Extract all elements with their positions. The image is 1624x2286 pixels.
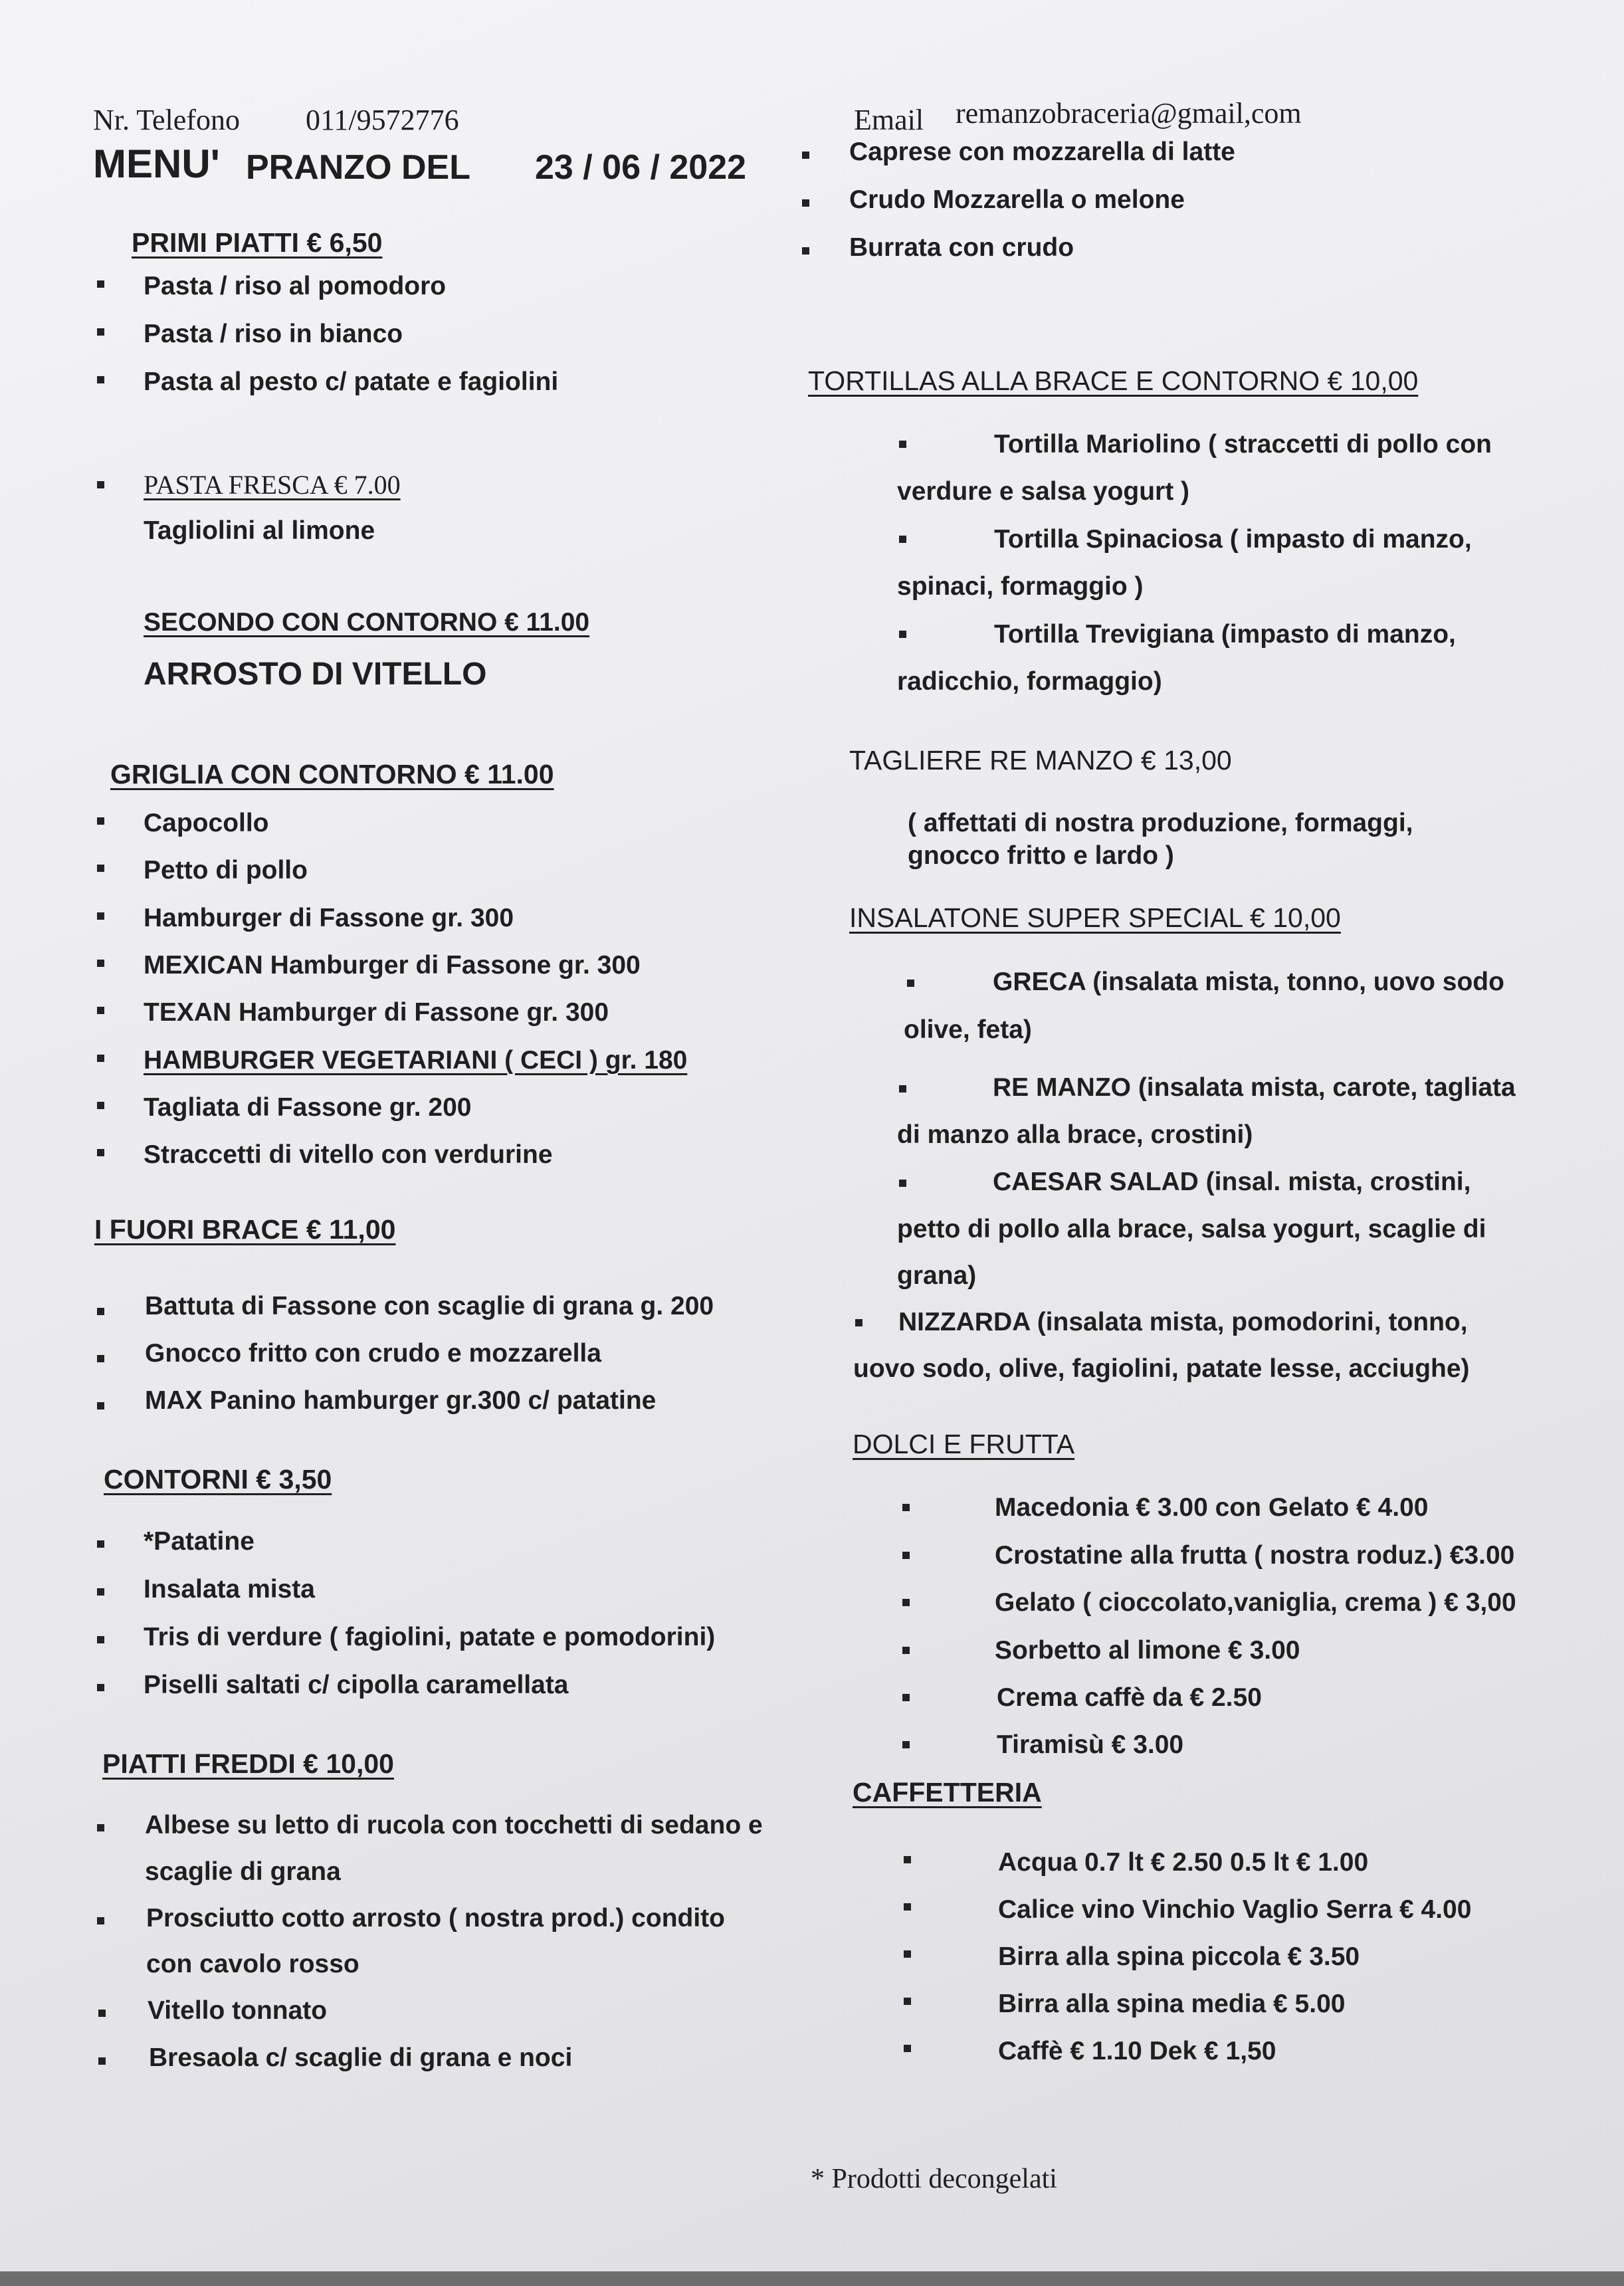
menu-item: MAX Panino hamburger gr.300 c/ patatine	[145, 1386, 657, 1415]
menu-item-cont: radicchio, formaggio)	[897, 667, 1162, 696]
bullet	[904, 1903, 911, 1911]
bullet	[907, 980, 914, 987]
menu-item: Tagliolini al limone	[144, 516, 375, 545]
bullet	[97, 1007, 104, 1014]
menu-item: Crudo Mozzarella o melone	[849, 185, 1185, 214]
bullet	[899, 536, 906, 543]
bullet	[902, 1647, 910, 1654]
bullet	[97, 280, 104, 288]
menu-item: Piselli saltati c/ cipolla caramellata	[144, 1671, 569, 1699]
bullet	[98, 2010, 106, 2017]
bullet	[97, 1402, 104, 1409]
menu-item: TEXAN Hamburger di Fassone gr. 300	[144, 998, 609, 1027]
menu-item-cont: olive, feta)	[904, 1015, 1032, 1044]
secondo-item: ARROSTO DI VITELLO	[144, 657, 487, 692]
bullet	[899, 1085, 906, 1092]
menu-item: NIZZARDA (insalata mista, pomodorini, tonno,	[898, 1308, 1468, 1336]
menu-item-cont: con cavolo rosso	[146, 1950, 359, 1978]
menu-item: MEXICAN Hamburger di Fassone gr. 300	[144, 951, 641, 980]
bullet	[97, 1308, 104, 1315]
bullet	[97, 817, 104, 825]
bullet	[902, 1741, 910, 1748]
bullet	[899, 631, 906, 638]
menu-item: Insalata mista	[144, 1575, 315, 1604]
bullet	[899, 1180, 906, 1187]
email-label: Email	[854, 104, 924, 136]
menu-item: Calice vino Vinchio Vaglio Serra € 4.00	[998, 1895, 1472, 1924]
caffetteria-heading: CAFFETTERIA	[853, 1777, 1042, 1808]
menu-item: Birra alla spina media € 5.00	[998, 1990, 1346, 2018]
menu-item: Acqua 0.7 lt € 2.50 0.5 lt € 1.00	[998, 1848, 1369, 1877]
bullet	[97, 1102, 104, 1109]
menu-item: Vitello tonnato	[148, 1996, 328, 2025]
menu-item: Pasta al pesto c/ patate e fagiolini	[144, 367, 559, 396]
menu-item: HAMBURGER VEGETARIANI ( CECI ) gr. 180	[144, 1046, 688, 1075]
bullet	[902, 1694, 910, 1701]
bullet	[97, 1636, 104, 1643]
menu-item: Tagliata di Fassone gr. 200	[144, 1093, 472, 1122]
menu-item: Tortilla Trevigiana (impasto di manzo,	[994, 620, 1456, 649]
menu-date: 23 / 06 / 2022	[535, 148, 747, 187]
menu-item-cont: spinaci, formaggio )	[897, 572, 1144, 601]
bullet	[902, 1552, 910, 1559]
bullet	[855, 1319, 863, 1326]
menu-item: Tortilla Mariolino ( straccetti di pollo con	[994, 430, 1492, 459]
menu-item: Macedonia € 3.00 con Gelato € 4.00	[995, 1493, 1429, 1522]
menu-item: Albese su letto di rucola con tocchetti di sedano e	[145, 1811, 763, 1839]
menu-item: Caffè € 1.10 Dek € 1,50	[998, 2037, 1276, 2065]
bullet	[97, 1588, 104, 1596]
dolci-heading: DOLCI E FRUTTA	[853, 1429, 1075, 1459]
bullet	[97, 376, 104, 383]
bullet	[904, 2045, 911, 2052]
bullet	[97, 1540, 104, 1548]
bullet	[97, 1917, 104, 1924]
griglia-heading: GRIGLIA CON CONTORNO € 11.00	[110, 759, 554, 789]
menu-item: Gnocco fritto con crudo e mozzarella	[145, 1339, 601, 1368]
bullet	[97, 912, 104, 920]
menu-item: Straccetti di vitello con verdurine	[144, 1140, 553, 1169]
fuori-brace-heading: I FUORI BRACE € 11,00	[94, 1214, 396, 1245]
contorni-heading: CONTORNI € 3,50	[104, 1464, 332, 1495]
primi-heading: PRIMI PIATTI € 6,50	[132, 227, 383, 258]
menu-item: Bresaola c/ scaglie di grana e noci	[149, 2043, 573, 2072]
menu-item-cont: petto di pollo alla brace, salsa yogurt, scaglie di	[897, 1215, 1486, 1243]
insalatone-heading: INSALATONE SUPER SPECIAL € 10,00	[849, 902, 1341, 933]
menu-item: Tortilla Spinaciosa ( impasto di manzo,	[994, 525, 1472, 554]
menu-item: Tris di verdure ( fagiolini, patate e pomodorini)	[144, 1623, 716, 1651]
menu-item: Tiramisù € 3.00	[997, 1730, 1184, 1759]
menu-title: MENU'	[93, 142, 220, 186]
bullet	[97, 328, 104, 336]
menu-item: RE MANZO (insalata mista, carote, tagliata	[993, 1073, 1516, 1102]
menu-item: Prosciutto cotto arrosto ( nostra prod.) condito	[146, 1904, 725, 1932]
menu-item: Pasta / riso in bianco	[144, 320, 403, 348]
menu-item: Burrata con crudo	[849, 233, 1074, 262]
menu-item: Capocollo	[144, 809, 269, 837]
menu-item: *Patatine	[144, 1527, 254, 1556]
menu-item: Hamburger di Fassone gr. 300	[144, 904, 514, 932]
bullet	[98, 2057, 106, 2065]
pasta-fresca-heading: PASTA FRESCA € 7.00	[144, 470, 401, 500]
phone-label: Nr. Telefono	[93, 104, 240, 136]
menu-item: GRECA (insalata mista, tonno, uovo sodo	[993, 968, 1504, 996]
menu-item: CAESAR SALAD (insal. mista, crostini,	[993, 1168, 1471, 1196]
bullet	[802, 247, 809, 255]
table-edge	[0, 2271, 1624, 2286]
menu-item-cont: verdure e salsa yogurt )	[897, 477, 1190, 506]
tagliere-desc: ( affettati di nostra produzione, formaggi,	[908, 809, 1413, 837]
tortillas-heading: TORTILLAS ALLA BRACE E CONTORNO € 10,00	[808, 365, 1419, 396]
bullet	[904, 1856, 911, 1863]
menu-item: Crostatine alla frutta ( nostra roduz.) €3.00	[995, 1541, 1515, 1570]
bullet	[904, 1998, 911, 2005]
menu-item: Gelato ( cioccolato,vaniglia, crema ) € 3,00	[995, 1588, 1516, 1617]
bullet	[97, 1684, 104, 1691]
bullet	[97, 1055, 104, 1062]
bullet	[97, 1149, 104, 1156]
bullet	[97, 1355, 104, 1362]
bullet	[97, 865, 104, 872]
bullet	[904, 1950, 911, 1958]
bullet	[97, 1824, 104, 1831]
menu-item: Battuta di Fassone con scaglie di grana g. 200	[145, 1292, 714, 1320]
bullet	[902, 1599, 910, 1606]
menu-item-cont: scaglie di grana	[145, 1857, 341, 1886]
email-address: remanzobraceria@gmail,com	[956, 97, 1302, 130]
bullet	[97, 481, 104, 488]
menu-item: Crema caffè da € 2.50	[997, 1683, 1262, 1712]
menu-item: Caprese con mozzarella di latte	[849, 138, 1235, 166]
menu-item: Sorbetto al limone € 3.00	[995, 1636, 1300, 1665]
phone-number: 011/9572776	[306, 104, 459, 136]
menu-item-cont: di manzo alla brace, crostini)	[897, 1120, 1253, 1149]
piatti-freddi-heading: PIATTI FREDDI € 10,00	[102, 1748, 394, 1779]
bullet	[899, 441, 906, 448]
footer-note: * Prodotti decongelati	[811, 2164, 1057, 2194]
menu-item: Petto di pollo	[144, 856, 308, 884]
menu-subtitle: PRANZO DEL	[246, 148, 470, 187]
menu-item-cont: grana)	[897, 1261, 977, 1290]
menu-item-cont: uovo sodo, olive, fagiolini, patate lesse, acciughe)	[853, 1354, 1470, 1383]
menu-item: Pasta / riso al pomodoro	[144, 272, 447, 300]
tagliere-desc: gnocco fritto e lardo )	[908, 841, 1174, 870]
bullet	[802, 199, 809, 207]
secondo-heading: SECONDO CON CONTORNO € 11.00	[144, 608, 590, 637]
bullet	[902, 1504, 910, 1511]
tagliere-heading: TAGLIERE RE MANZO € 13,00	[849, 745, 1232, 776]
bullet	[97, 960, 104, 967]
menu-item: Birra alla spina piccola € 3.50	[998, 1942, 1360, 1971]
bullet	[802, 152, 809, 159]
